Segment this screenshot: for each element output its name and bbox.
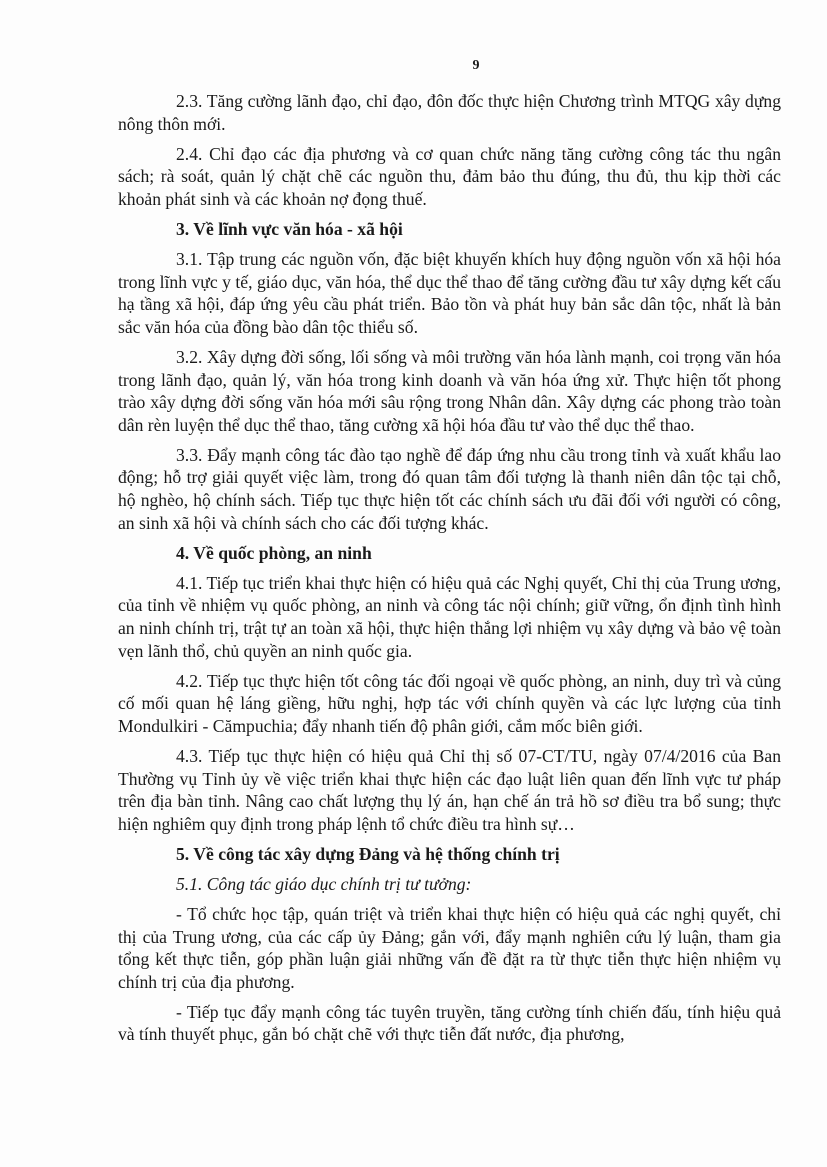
paragraph-2-3: 2.3. Tăng cường lãnh đạo, chỉ đạo, đôn đốc thực hiện Chương trình MTQG xây dựng nông thôn mới. (118, 91, 781, 134)
section-heading-3: 3. Về lĩnh vực văn hóa - xã hội (176, 218, 403, 239)
document-body (118, 90, 781, 1054)
section-heading-4: 4. Về quốc phòng, an ninh (176, 542, 372, 563)
paragraph-4-3: 4.3. Tiếp tục thực hiện có hiệu quả Chỉ thị số 07-CT/TU, ngày 07/4/2016 của Ban Thường vụ Tỉnh ủy về việc triển khai thực hiện các đạo luật liên quan đến lĩnh vực tư pháp trên địa bàn tỉnh. Nâng cao chất lượng thụ lý án, hạn chế án trả hồ sơ điều tra bổ sung; thực hiện nghiêm quy định trong pháp lệnh tổ chức điều tra hình sự… (118, 745, 781, 834)
paragraph-4-1: 4.1. Tiếp tục triển khai thực hiện có hiệu quả các Nghị quyết, Chỉ thị của Trung ương, của tỉnh về nhiệm vụ quốc phòng, an ninh và công tác nội chính; giữ vững, ổn định tình hình an ninh chính trị, trật tự an toàn xã hội, thực hiện thắng lợi nhiệm vụ xây dựng và bảo vệ toàn vẹn lãnh thổ, chủ quyền an ninh quốc gia. (118, 572, 781, 661)
page-number: 9 (472, 58, 480, 73)
subsection-heading-5-1: 5.1. Công tác giáo dục chính trị tư tưởng: (176, 873, 472, 894)
paragraph-3-3: 3.3. Đẩy mạnh công tác đào tạo nghề để đáp ứng nhu cầu trong tỉnh và xuất khẩu lao động; hỗ trợ giải quyết việc làm, trong đó quan tâm đối tượng là thanh niên dân tộc tại chỗ, hộ nghèo, hộ chính sách. Tiếp tục thực hiện tốt các chính sách ưu đãi đối với người có công, an sinh xã hội và chính sách cho các đối tượng khác. (118, 444, 781, 533)
paragraph-4-2: 4.2. Tiếp tục thực hiện tốt công tác đối ngoại về quốc phòng, an ninh, duy trì và củng cố mối quan hệ láng giềng, hữu nghị, hợp tác với chính quyền và các lực lượng của tỉnh Mondulkiri - Cămpuchia; đẩy nhanh tiến độ phân giới, cắm mốc biên giới. (118, 670, 781, 736)
paragraph-3-2: 3.2. Xây dựng đời sống, lối sống và môi trường văn hóa lành mạnh, coi trọng văn hóa trong lãnh đạo, quản lý, văn hóa trong kinh doanh và văn hóa ứng xử. Thực hiện tốt phong trào xây dựng đời sống văn hóa mới sâu rộng trong Nhân dân. Xây dựng các phong trào toàn dân rèn luyện thể dục thể thao, tăng cường xã hội hóa đầu tư vào thể dục thể thao. (118, 346, 781, 435)
section-heading-5: 5. Về công tác xây dựng Đảng và hệ thống chính trị (176, 843, 560, 864)
bullet-paragraph-2: - Tiếp tục đẩy mạnh công tác tuyên truyền, tăng cường tính chiến đấu, tính hiệu quả và tính thuyết phục, gắn bó chặt chẽ với thực tiễn đất nước, địa phương, (118, 1001, 781, 1045)
bullet-paragraph-1: - Tổ chức học tập, quán triệt và triển khai thực hiện có hiệu quả các nghị quyết, chỉ thị của Trung ương, của các cấp ủy Đảng; gắn với, đẩy mạnh nghiên cứu lý luận, tham gia tổng kết thực tiễn, góp phần luận giải những vấn đề đặt ra từ thực tiễn thực hiện nhiệm vụ chính trị của địa phương. (118, 904, 781, 992)
paragraph-3-1: 3.1. Tập trung các nguồn vốn, đặc biệt khuyến khích huy động nguồn vốn xã hội hóa trong lĩnh vực y tế, giáo dục, văn hóa, thể dục thể thao để tăng cường đầu tư xây dựng kết cấu hạ tầng xã hội, đáp ứng yêu cầu phát triển. Bảo tồn và phát huy bản sắc dân tộc, nhất là bản sắc văn hóa của đồng bào dân tộc thiểu số. (118, 249, 781, 337)
paragraph-2-4: 2.4. Chỉ đạo các địa phương và cơ quan chức năng tăng cường công tác thu ngân sách; rà soát, quản lý chặt chẽ các nguồn thu, đảm bảo thu đúng, thu đủ, thu kịp thời các khoản phát sinh và các khoản nợ đọng thuế. (118, 143, 781, 209)
